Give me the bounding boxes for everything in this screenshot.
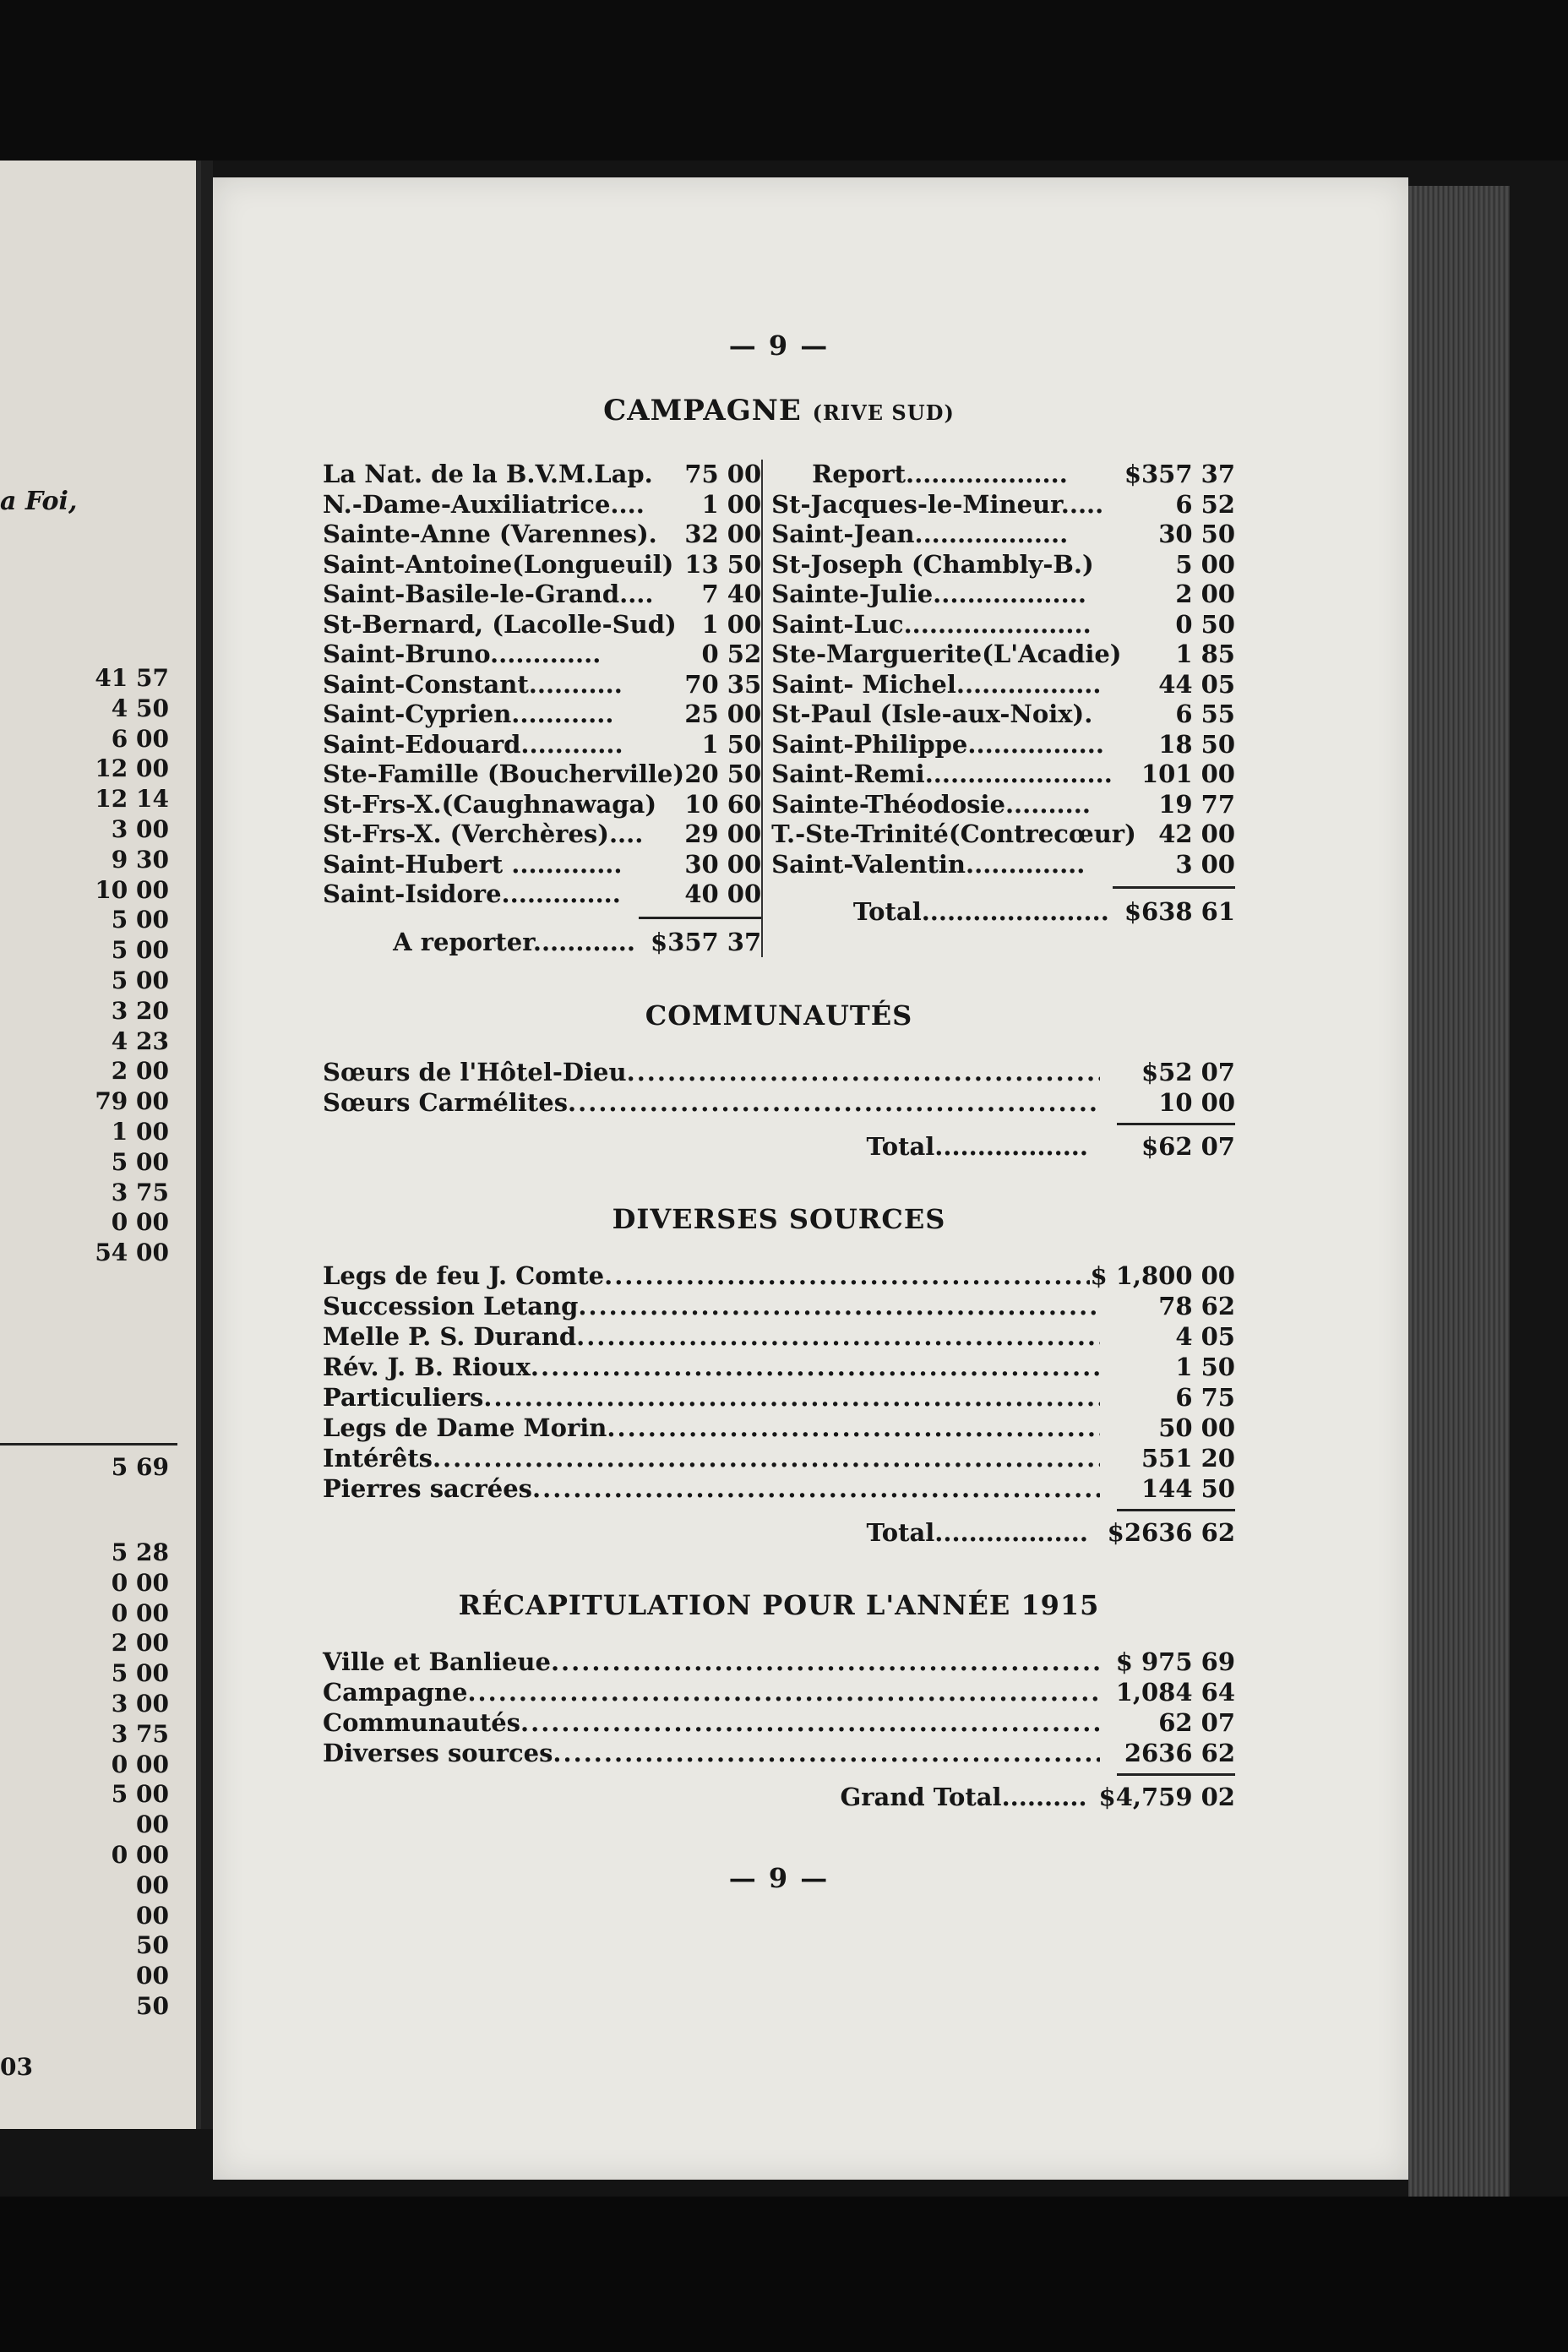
ledger-row xyxy=(323,1413,1235,1443)
campagne-left-column xyxy=(323,460,761,957)
table-row xyxy=(771,670,1235,700)
dot-leader xyxy=(576,1321,1100,1352)
left-page-amount: 5 00 xyxy=(111,1147,169,1176)
table-row xyxy=(771,550,1235,580)
left-page-total-rule xyxy=(0,1443,177,1446)
left-page-amount: 00 xyxy=(136,1810,169,1839)
parish-amount: 32 00 xyxy=(684,520,762,548)
recap-total-rule xyxy=(1117,1773,1235,1776)
ledger-item-name: Ville et Banlieue xyxy=(323,1647,551,1676)
parish-name: Saint-Luc...................... xyxy=(771,609,1092,639)
left-page-amount: 3 00 xyxy=(111,814,169,843)
table-row xyxy=(323,580,761,610)
parish-amount: $357 37 xyxy=(1124,460,1235,488)
left-page-amount: 0 00 xyxy=(111,1750,169,1778)
facing-page-left xyxy=(0,161,201,2129)
ledger-item-amount: 6 75 xyxy=(1175,1383,1235,1412)
parish-name: St-Joseph (Chambly-B.) xyxy=(771,549,1094,579)
ledger-item-amount: 144 50 xyxy=(1141,1474,1235,1503)
ledger-item-name: Pierres sacrées xyxy=(323,1474,532,1503)
communautes-title: COMMUNAUTÉS xyxy=(645,999,913,1032)
ledger-item-name: Succession Letang xyxy=(323,1292,579,1320)
ledger-item-name: Legs de Dame Morin xyxy=(323,1413,607,1442)
campagne-total-label: Total...................... xyxy=(852,897,1109,926)
left-page-amount: 50 xyxy=(136,1991,169,2020)
ledger-item-name: Rév. J. B. Rioux xyxy=(323,1353,531,1381)
right-total-row xyxy=(771,897,1235,928)
ledger-row xyxy=(323,1443,1235,1473)
dot-leader xyxy=(433,1443,1100,1473)
parish-amount: 70 35 xyxy=(684,669,762,699)
left-page-amount: 3 75 xyxy=(111,1719,169,1748)
ledger-item-amount: 10 00 xyxy=(1158,1088,1235,1117)
parish-amount: 1 00 xyxy=(701,609,762,639)
ledger-item-amount: 1 50 xyxy=(1175,1353,1235,1381)
campagne-right-column xyxy=(761,460,1235,957)
recap-title: RÉCAPITULATION POUR L'ANNÉE 1915 xyxy=(458,1589,1100,1621)
ledger-item-amount: 4 05 xyxy=(1175,1322,1235,1351)
parish-amount: 1 00 xyxy=(701,489,762,519)
parish-amount: 1 50 xyxy=(701,729,762,759)
parish-amount: 18 50 xyxy=(1158,729,1235,759)
parish-amount: 6 55 xyxy=(1175,700,1235,728)
parish-name: Saint-Antoine(Longueuil) xyxy=(323,549,674,579)
table-row xyxy=(771,819,1235,850)
parish-amount: 75 00 xyxy=(684,460,762,488)
left-page-amount: 5 00 xyxy=(111,966,169,994)
parish-name: Sainte-Julie.................. xyxy=(771,580,1086,608)
scan-background-top xyxy=(0,0,1568,161)
dot-leader xyxy=(551,1647,1100,1677)
campagne-total-amount: $638 61 xyxy=(1124,897,1235,926)
table-row xyxy=(323,520,761,550)
communautes-rows xyxy=(323,1057,1235,1118)
table-row xyxy=(771,700,1235,730)
a-reporter-label: A reporter............ xyxy=(393,927,635,956)
table-row xyxy=(323,460,761,490)
ledger-item-name: Legs de feu J. Comte xyxy=(323,1261,605,1290)
ledger-row xyxy=(323,1473,1235,1504)
left-page-amount: 4 23 xyxy=(111,1026,169,1055)
parish-amount: 30 00 xyxy=(684,849,762,879)
table-row xyxy=(771,730,1235,760)
parish-name: Ste-Famille (Boucherville) xyxy=(323,760,685,788)
table-row xyxy=(771,790,1235,820)
left-page-amount: 3 75 xyxy=(111,1178,169,1206)
a-reporter-amount: $357 37 xyxy=(651,927,762,956)
ledger-row xyxy=(323,1291,1235,1321)
ledger-item-name: Sœurs Carmélites xyxy=(323,1088,569,1117)
ledger-item-amount: $52 07 xyxy=(1141,1058,1235,1086)
parish-amount: 6 52 xyxy=(1175,489,1235,519)
ledger-item-amount: $ 1,800 00 xyxy=(1090,1261,1235,1290)
parish-name: La Nat. de la B.V.M.Lap. xyxy=(323,460,653,488)
ledger-item-name: Particuliers xyxy=(323,1383,484,1412)
table-row xyxy=(323,640,761,670)
dot-leader xyxy=(627,1057,1100,1087)
parish-amount: 40 00 xyxy=(684,879,762,908)
table-row xyxy=(771,760,1235,790)
left-page-total: 5 69 xyxy=(111,1453,169,1481)
ledger-row xyxy=(323,1738,1235,1768)
table-row xyxy=(771,610,1235,640)
parish-name: Saint-Jean.................. xyxy=(771,520,1069,548)
campagne-left-rows xyxy=(323,460,761,910)
table-row xyxy=(323,670,761,700)
left-page-amount: 5 00 xyxy=(111,936,169,965)
left-page-amount: 5 00 xyxy=(111,1659,169,1688)
left-page-amount: 5 00 xyxy=(111,1780,169,1809)
parish-name: Sainte-Théodosie.......... xyxy=(771,789,1091,819)
parish-amount: 30 50 xyxy=(1158,520,1235,548)
campagne-right-rows xyxy=(771,460,1235,879)
parish-amount: 3 00 xyxy=(1175,849,1235,879)
communautes-total-rule xyxy=(1117,1123,1235,1125)
left-page-amounts-lower xyxy=(0,1538,169,2022)
communautes-total-label: Total.................. xyxy=(866,1132,1088,1161)
page-stack-edge xyxy=(1408,186,1510,2205)
table-row xyxy=(771,460,1235,490)
left-page-last-amount: 03 xyxy=(0,2053,33,2081)
parish-name: Saint-Basile-le-Grand.... xyxy=(323,580,654,608)
parish-amount: 13 50 xyxy=(684,549,762,579)
left-page-amount: 12 14 xyxy=(95,785,169,814)
parish-amount: 5 00 xyxy=(1175,549,1235,579)
left-page-amount: 5 00 xyxy=(111,906,169,934)
parish-name: St-Bernard, (Lacolle-Sud) xyxy=(323,609,677,639)
ledger-item-amount: 1,084 64 xyxy=(1115,1678,1235,1707)
parish-name: Sainte-Anne (Varennes). xyxy=(323,520,657,548)
dot-leader xyxy=(568,1087,1100,1118)
ledger-item-amount: $ 975 69 xyxy=(1115,1647,1235,1676)
table-row xyxy=(323,490,761,520)
left-page-amount: 54 00 xyxy=(95,1239,169,1267)
parish-name: Saint-Valentin.............. xyxy=(771,849,1086,879)
parish-name: T.-Ste-Trinité(Contrecœur) xyxy=(771,819,1136,848)
left-page-amount: 0 00 xyxy=(111,1568,169,1597)
dot-leader xyxy=(578,1291,1100,1321)
left-page-amount: 9 30 xyxy=(111,845,169,874)
communautes-total-amount: $62 07 xyxy=(1141,1132,1235,1161)
dot-leader xyxy=(532,1473,1100,1504)
dot-leader xyxy=(520,1707,1100,1738)
page-number-bottom: — 9 — xyxy=(728,1862,830,1894)
parish-name: Saint-Constant........... xyxy=(323,669,623,699)
left-page-amount: 2 00 xyxy=(111,1057,169,1086)
ledger-row xyxy=(323,1321,1235,1352)
left-page-amounts-upper xyxy=(0,663,169,1268)
parish-name: Saint-Philippe................ xyxy=(771,729,1104,759)
parish-name: Saint-Hubert ............. xyxy=(323,849,623,879)
left-subtotal-rule xyxy=(639,917,761,919)
parish-amount: 44 05 xyxy=(1158,669,1235,699)
diverses-title: DIVERSES SOURCES xyxy=(612,1203,946,1235)
parish-amount: 0 50 xyxy=(1175,609,1235,639)
campagne-table xyxy=(323,460,1235,957)
left-page-amount: 4 50 xyxy=(111,694,169,722)
left-page-amount: 00 xyxy=(136,1962,169,1990)
table-row xyxy=(323,700,761,730)
dot-leader xyxy=(604,1260,1090,1291)
ledger-item-name: Communautés xyxy=(323,1708,521,1737)
recap-rows xyxy=(323,1647,1235,1768)
diverses-total-row xyxy=(323,1518,1235,1547)
table-row xyxy=(323,850,761,880)
ledger-row xyxy=(323,1677,1235,1707)
diverses-total-label: Total.................. xyxy=(866,1518,1088,1547)
ledger-item-name: Intérêts xyxy=(323,1444,433,1473)
ledger-item-name: Diverses sources xyxy=(323,1739,553,1767)
table-row xyxy=(323,610,761,640)
diverses-total-rule xyxy=(1117,1509,1235,1511)
left-page-heading-fragment: a Foi, xyxy=(0,487,78,516)
page-content xyxy=(323,329,1235,1894)
parish-name: Saint-Bruno............. xyxy=(323,640,602,668)
dot-leader xyxy=(553,1738,1100,1768)
parish-amount: 29 00 xyxy=(684,819,762,848)
parish-amount: 2 00 xyxy=(1175,580,1235,608)
table-row xyxy=(771,520,1235,550)
parish-amount: 20 50 xyxy=(684,760,762,788)
table-row xyxy=(323,879,761,910)
left-page-amount: 0 00 xyxy=(111,1840,169,1869)
left-page-amount: 79 00 xyxy=(95,1087,169,1116)
table-row xyxy=(771,850,1235,880)
parish-name: St-Paul (Isle-aux-Noix). xyxy=(771,700,1093,728)
left-page-amount: 6 00 xyxy=(111,724,169,753)
parish-name: St-Frs-X.(Caughnawaga) xyxy=(323,789,657,819)
left-page-amount: 0 00 xyxy=(111,1598,169,1627)
communautes-total-row xyxy=(323,1132,1235,1161)
parish-amount: 0 52 xyxy=(701,640,762,668)
page-number-top: — 9 — xyxy=(728,329,830,362)
diverses-rows xyxy=(323,1260,1235,1504)
left-page-amount: 41 57 xyxy=(95,664,169,692)
ledger-row xyxy=(323,1260,1235,1291)
grand-total-amount: $4,759 02 xyxy=(1098,1783,1235,1811)
ledger-item-amount: 50 00 xyxy=(1158,1413,1235,1442)
left-page-amount: 3 20 xyxy=(111,996,169,1025)
table-row xyxy=(323,790,761,820)
ledger-item-name: Campagne xyxy=(323,1678,468,1707)
ledger-item-name: Sœurs de l'Hôtel-Dieu xyxy=(323,1058,627,1086)
left-page-amount: 2 00 xyxy=(111,1629,169,1658)
grand-total-row xyxy=(323,1783,1235,1811)
left-page-amount: 00 xyxy=(136,1870,169,1899)
parish-name: Saint-Edouard............ xyxy=(323,729,623,759)
diverses-total-amount: $2636 62 xyxy=(1107,1518,1235,1547)
ledger-item-amount: 551 20 xyxy=(1141,1444,1235,1473)
table-row xyxy=(323,550,761,580)
left-page-amount: 50 xyxy=(136,1931,169,1960)
table-row xyxy=(771,640,1235,670)
table-row xyxy=(323,730,761,760)
grand-total-label: Grand Total.......... xyxy=(840,1783,1087,1811)
parish-amount: 7 40 xyxy=(701,580,762,608)
parish-name: Report................... xyxy=(812,460,1068,488)
dot-leader xyxy=(531,1352,1100,1382)
campagne-subheading: (RIVE SUD) xyxy=(812,400,955,425)
ledger-row xyxy=(323,1352,1235,1382)
ledger-item-name: Melle P. S. Durand xyxy=(323,1322,577,1351)
book-gutter xyxy=(201,161,213,2129)
ledger-row xyxy=(323,1087,1235,1118)
campagne-title xyxy=(323,394,1235,427)
left-page-amount: 0 00 xyxy=(111,1208,169,1237)
parish-amount: 19 77 xyxy=(1158,789,1235,819)
table-row xyxy=(323,760,761,790)
table-row xyxy=(771,580,1235,610)
dot-leader xyxy=(483,1382,1100,1413)
parish-amount: 25 00 xyxy=(684,700,762,728)
ledger-item-amount: 78 62 xyxy=(1158,1292,1235,1320)
parish-name: Saint-Isidore.............. xyxy=(323,879,621,908)
dot-leader xyxy=(467,1677,1100,1707)
parish-name: St-Jacques-le-Mineur..... xyxy=(771,489,1104,519)
left-page-amount: 3 00 xyxy=(111,1689,169,1718)
ledger-item-amount: 62 07 xyxy=(1158,1708,1235,1737)
left-page-amount: 00 xyxy=(136,1901,169,1930)
parish-name: Saint- Michel................. xyxy=(771,669,1102,699)
scan-background-bottom xyxy=(0,2197,1568,2352)
parish-amount: 42 00 xyxy=(1158,819,1235,848)
left-page-amount: 12 00 xyxy=(95,754,169,783)
ledger-row xyxy=(323,1382,1235,1413)
document-page xyxy=(213,177,1408,2180)
parish-name: Saint-Remi...................... xyxy=(771,760,1113,788)
table-row xyxy=(771,490,1235,520)
parish-name: Ste-Marguerite(L'Acadie) xyxy=(771,640,1122,668)
campagne-heading: CAMPAGNE xyxy=(603,394,802,427)
table-row xyxy=(323,819,761,850)
dot-leader xyxy=(607,1413,1100,1443)
ledger-row xyxy=(323,1647,1235,1677)
parish-amount: 1 85 xyxy=(1175,640,1235,668)
parish-name: St-Frs-X. (Verchères).... xyxy=(323,819,644,848)
left-page-amount: 1 00 xyxy=(111,1117,169,1146)
ledger-item-amount: 2636 62 xyxy=(1124,1739,1235,1767)
left-page-amount: 10 00 xyxy=(95,875,169,904)
parish-name: N.-Dame-Auxiliatrice.... xyxy=(323,489,645,519)
parish-amount: 10 60 xyxy=(684,789,762,819)
right-total-rule xyxy=(1113,886,1235,889)
left-page-amount: 5 28 xyxy=(111,1538,169,1566)
parish-name: Saint-Cyprien............ xyxy=(323,700,614,728)
parish-amount: 101 00 xyxy=(1141,760,1235,788)
ledger-row xyxy=(323,1057,1235,1087)
ledger-row xyxy=(323,1707,1235,1738)
left-subtotal-row xyxy=(323,928,761,958)
